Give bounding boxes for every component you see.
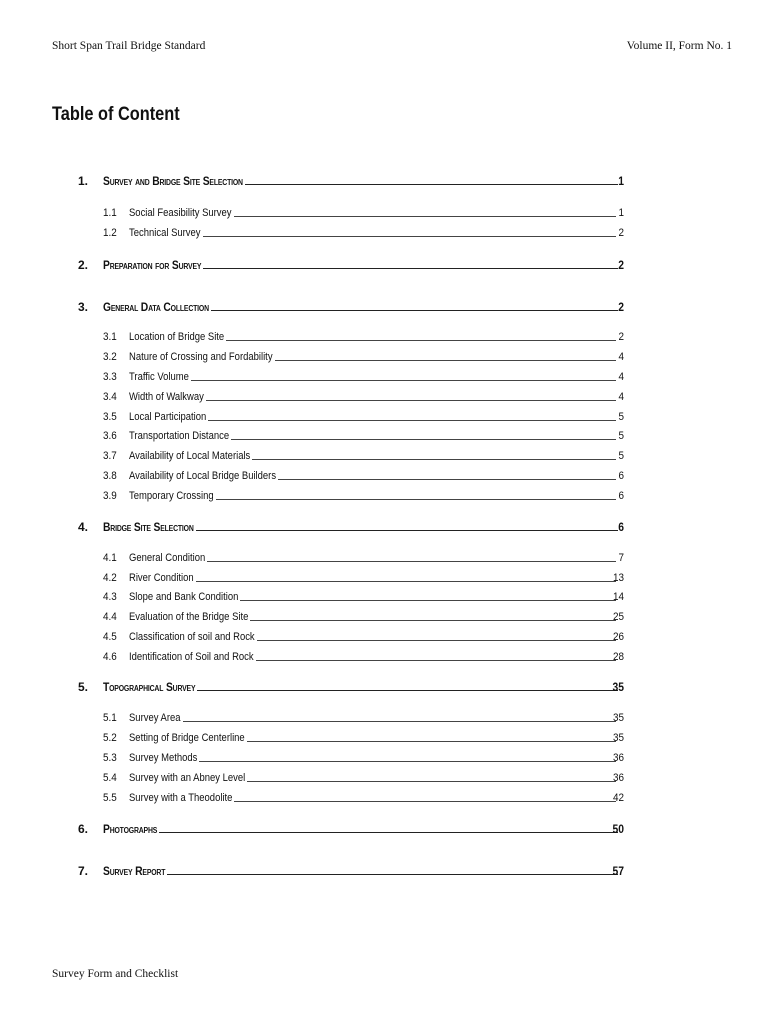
toc-entry-number: 3.9 — [103, 490, 117, 502]
toc-entry-title: Location of Bridge Site — [129, 331, 225, 343]
toc-entry-title: Nature of Crossing and Fordability — [129, 351, 273, 363]
toc-entry-title: General Condition — [129, 552, 206, 564]
toc-subsection-entry[interactable] — [0, 729, 770, 747]
toc-subsection-entry[interactable] — [0, 588, 770, 606]
toc-leader-line — [234, 801, 616, 802]
toc-page-number: 36 — [612, 772, 624, 784]
toc-page-number: 50 — [612, 822, 624, 836]
toc-entry-title: Identification of Soil and Rock — [129, 651, 254, 663]
toc-page-number: 35 — [612, 680, 624, 694]
toc-page-number: 42 — [612, 792, 624, 804]
toc-leader-line — [226, 340, 616, 341]
toc-entry-number: 4.1 — [103, 552, 117, 564]
toc-entry-number: 2. — [78, 258, 89, 272]
toc-subsection-entry[interactable] — [0, 769, 770, 787]
toc-leader-line — [183, 721, 616, 722]
toc-entry-number: 3.6 — [103, 430, 117, 442]
toc-subsection-entry[interactable] — [0, 388, 770, 406]
toc-entry-number: 3.8 — [103, 470, 117, 482]
toc-entry-number: 3.1 — [103, 331, 117, 343]
toc-leader-line — [167, 874, 618, 875]
toc-subsection-entry[interactable] — [0, 608, 770, 626]
toc-subsection-entry[interactable] — [0, 368, 770, 386]
toc-entry-number: 3.3 — [103, 371, 117, 383]
toc-page-number: 35 — [612, 712, 624, 724]
toc-entry-title: River Condition — [129, 572, 194, 584]
toc-entry-title: Survey Methods — [129, 752, 198, 764]
toc-entry-title: Photographs — [103, 822, 158, 836]
running-header-left: Short Span Trail Bridge Standard — [52, 40, 206, 52]
toc-entry-number: 5.1 — [103, 712, 117, 724]
toc-subsection-entry[interactable] — [0, 467, 770, 485]
toc-subsection-entry[interactable] — [0, 348, 770, 366]
toc-leader-line — [256, 660, 616, 661]
toc-leader-line — [199, 761, 616, 762]
toc-page-number: 13 — [612, 572, 624, 584]
toc-leader-line — [245, 184, 618, 185]
toc-entry-title: Availability of Local Materials — [129, 450, 251, 462]
toc-entry-number: 4. — [78, 520, 89, 534]
toc-section-entry[interactable] — [0, 862, 770, 880]
toc-leader-line — [247, 741, 616, 742]
toc-subsection-entry[interactable] — [0, 224, 770, 242]
toc-section-entry[interactable] — [0, 256, 770, 274]
toc-leader-line — [207, 561, 616, 562]
toc-subsection-entry[interactable] — [0, 328, 770, 346]
toc-entry-title: General Data Collection — [103, 300, 209, 314]
toc-leader-line — [211, 310, 618, 311]
toc-page-number: 25 — [612, 611, 624, 623]
toc-entry-number: 5. — [78, 680, 89, 694]
toc-entry-number: 1.2 — [103, 227, 117, 239]
toc-entry-number: 4.4 — [103, 611, 117, 623]
toc-subsection-entry[interactable] — [0, 569, 770, 587]
toc-page-number: 28 — [612, 651, 624, 663]
toc-leader-line — [206, 400, 616, 401]
toc-entry-number: 3.7 — [103, 450, 117, 462]
toc-entry-title: Topographical Survey — [103, 680, 196, 694]
toc-subsection-entry[interactable] — [0, 648, 770, 666]
toc-page-number: 2 — [618, 300, 624, 314]
running-header-right: Volume II, Form No. 1 — [626, 40, 732, 52]
toc-page-number: 1 — [618, 174, 624, 188]
toc-entry-title: Classification of soil and Rock — [129, 631, 255, 643]
toc-page-number: 4 — [618, 391, 624, 403]
toc-page-number: 2 — [618, 331, 624, 343]
toc-leader-line — [257, 640, 616, 641]
toc-entry-number: 3.5 — [103, 411, 117, 423]
toc-leader-line — [196, 581, 616, 582]
toc-subsection-entry[interactable] — [0, 427, 770, 445]
page-title: Table of Content — [52, 104, 180, 125]
toc-entry-number: 7. — [78, 864, 89, 878]
toc-entry-title: Survey and Bridge Site Selection — [103, 174, 243, 188]
toc-subsection-entry[interactable] — [0, 549, 770, 567]
toc-page-number: 5 — [618, 430, 624, 442]
toc-entry-title: Survey Report — [103, 864, 166, 878]
toc-entry-number: 6. — [78, 822, 89, 836]
toc-page-number: 5 — [618, 411, 624, 423]
toc-entry-title: Preparation for Survey — [103, 258, 202, 272]
toc-page-number: 5 — [618, 450, 624, 462]
toc-page-number: 35 — [612, 732, 624, 744]
toc-entry-title: Survey with an Abney Level — [129, 772, 246, 784]
toc-subsection-entry[interactable] — [0, 749, 770, 767]
toc-entry-number: 3.2 — [103, 351, 117, 363]
toc-leader-line — [231, 439, 616, 440]
toc-subsection-entry[interactable] — [0, 487, 770, 505]
toc-entry-number: 5.2 — [103, 732, 117, 744]
toc-leader-line — [196, 530, 618, 531]
toc-entry-title: Technical Survey — [129, 227, 201, 239]
toc-entry-title: Transportation Distance — [129, 430, 230, 442]
toc-leader-line — [197, 690, 618, 691]
toc-entry-number: 5.3 — [103, 752, 117, 764]
toc-entry-number: 3. — [78, 300, 89, 314]
toc-page-number: 6 — [618, 470, 624, 482]
toc-entry-number: 4.6 — [103, 651, 117, 663]
toc-leader-line — [250, 620, 616, 621]
toc-page-number: 57 — [612, 864, 624, 878]
toc-entry-number: 4.3 — [103, 591, 117, 603]
toc-leader-line — [234, 216, 616, 217]
toc-entry-title: Survey Area — [129, 712, 181, 724]
toc-page-number: 36 — [612, 752, 624, 764]
toc-leader-line — [216, 499, 616, 500]
toc-leader-line — [240, 600, 616, 601]
toc-entry-title: Availability of Local Bridge Builders — [129, 470, 277, 482]
toc-subsection-entry[interactable] — [0, 709, 770, 727]
toc-page-number: 2 — [618, 258, 624, 272]
toc-page-number: 7 — [618, 552, 624, 564]
toc-subsection-entry[interactable] — [0, 408, 770, 426]
toc-page-number: 4 — [618, 371, 624, 383]
toc-entry-title: Local Participation — [129, 411, 207, 423]
toc-entry-title: Evaluation of the Bridge Site — [129, 611, 249, 623]
toc-page-number: 1 — [618, 207, 624, 219]
toc-leader-line — [203, 236, 617, 237]
toc-entry-title: Temporary Crossing — [129, 490, 214, 502]
toc-leader-line — [252, 459, 616, 460]
toc-subsection-entry[interactable] — [0, 204, 770, 222]
toc-page-number: 14 — [612, 591, 624, 603]
toc-leader-line — [278, 479, 616, 480]
toc-subsection-entry[interactable] — [0, 628, 770, 646]
toc-leader-line — [203, 268, 618, 269]
toc-subsection-entry[interactable] — [0, 789, 770, 807]
toc-entry-title: Setting of Bridge Centerline — [129, 732, 245, 744]
toc-leader-line — [159, 832, 618, 833]
toc-section-entry[interactable] — [0, 518, 770, 536]
toc-leader-line — [208, 420, 616, 421]
toc-section-entry[interactable] — [0, 172, 770, 190]
running-footer: Survey Form and Checklist — [52, 968, 179, 980]
toc-page-number: 4 — [618, 351, 624, 363]
toc-entry-title: Survey with a Theodolite — [129, 792, 233, 804]
toc-leader-line — [247, 781, 616, 782]
toc-entry-title: Slope and Bank Condition — [129, 591, 239, 603]
toc-entry-number: 5.4 — [103, 772, 117, 784]
toc-leader-line — [191, 380, 616, 381]
toc-subsection-entry[interactable] — [0, 447, 770, 465]
toc-page-number: 2 — [618, 227, 624, 239]
toc-entry-title: Bridge Site Selection — [103, 520, 194, 534]
toc-entry-title: Traffic Volume — [129, 371, 189, 383]
toc-entry-number: 4.2 — [103, 572, 117, 584]
toc-section-entry[interactable] — [0, 298, 770, 316]
toc-entry-number: 1. — [78, 174, 89, 188]
toc-page-number: 6 — [618, 520, 624, 534]
toc-section-entry[interactable] — [0, 820, 770, 838]
toc-entry-title: Width of Walkway — [129, 391, 204, 403]
toc-entry-number: 3.4 — [103, 391, 117, 403]
toc-page-number: 26 — [612, 631, 624, 643]
toc-leader-line — [275, 360, 616, 361]
toc-entry-number: 5.5 — [103, 792, 117, 804]
toc-entry-number: 1.1 — [103, 207, 117, 219]
toc-entry-number: 4.5 — [103, 631, 117, 643]
toc-entry-title: Social Feasibility Survey — [129, 207, 232, 219]
toc-section-entry[interactable] — [0, 678, 770, 696]
toc-page-number: 6 — [618, 490, 624, 502]
